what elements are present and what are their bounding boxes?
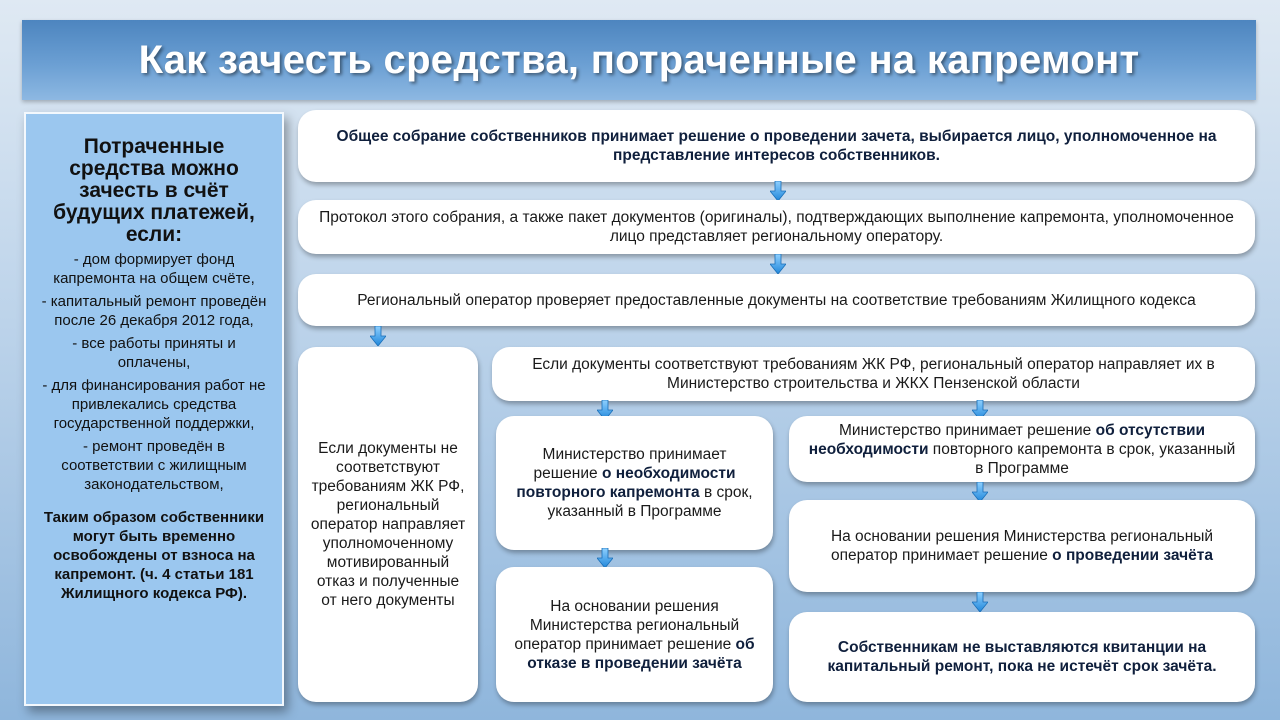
condition-item-3: - все работы приняты и оплачены,: [72, 335, 236, 371]
step-operator-refusal-text: На основании решения Министерства региональный оператор принимает решение об отказе в проведении зачёта: [514, 597, 755, 672]
page-title: Как зачесть средства, потраченные на капремонт: [138, 38, 1140, 82]
down-arrow-icon: [972, 482, 988, 502]
step-protocol-text: Протокол этого собрания, а также пакет документов (оригиналы), подтверждающих выполнение капремонта, уполномоченное лицо представляет региональному оператору.: [319, 209, 1234, 245]
down-arrow-icon: [370, 326, 386, 346]
down-arrow-icon: [972, 592, 988, 612]
condition-item-2: - капитальный ремонт проведён после 26 декабря 2012 года,: [41, 293, 267, 329]
step-operator-check-text: Региональный оператор проверяет предоставленные документы на соответствие требованиям Жилищного кодекса: [357, 291, 1196, 309]
conditions-conclusion: Таким образом собственники могут быть временно освобождены от взноса на капремонт. (ч. 4 статьи 181 Жилищного кодекса РФ).: [43, 509, 265, 602]
condition-item-5: - ремонт проведён в соответствии с жилищным законодательством,: [61, 438, 247, 493]
title-bar: [22, 20, 1256, 100]
step-documents-rejected-text: Если документы не соответствуют требованиям ЖК РФ, региональный оператор направляет уполномоченному мотивированный отказ и полученные от него документы: [310, 440, 466, 609]
step-documents-rejected: [298, 347, 478, 702]
step-ministry-repair-needed-text: Министерство принимает решение о необходимости повторного капремонта в срок, указанный в Программе: [516, 446, 753, 520]
step-ministry-no-repair: [789, 416, 1255, 482]
step-operator-refusal: [496, 567, 773, 702]
conditions-panel: [24, 112, 284, 706]
step-no-receipts: [789, 612, 1255, 702]
condition-item-4: - для финансирования работ не привлекались средства государственной поддержки,: [42, 377, 266, 432]
step-no-receipts-text: Собственникам не выставляются квитанции на капитальный ремонт, пока не истечёт срок зачёта.: [827, 639, 1217, 675]
step-general-meeting: [298, 110, 1255, 182]
step-operator-check: [298, 274, 1255, 326]
step-ministry-repair-needed: [496, 416, 773, 550]
step-general-meeting-text: Общее собрание собственников принимает решение о проведении зачета, выбирается лицо, уполномоченное на представление интересов собственников.: [336, 128, 1217, 164]
conditions-heading: Потраченные средства можно зачесть в счёт будущих платежей, если:: [53, 135, 255, 246]
down-arrow-icon: [770, 254, 786, 274]
step-documents-accepted: [492, 347, 1255, 401]
step-protocol: [298, 200, 1255, 254]
step-documents-accepted-text: Если документы соответствуют требованиям ЖК РФ, региональный оператор направляет их в Министерство строительства и ЖКХ Пензенской области: [532, 356, 1215, 392]
down-arrow-icon: [597, 548, 613, 568]
step-ministry-no-repair-text: Министерство принимает решение об отсутствии необходимости повторного капремонта в срок, указанный в Программе: [808, 421, 1236, 477]
step-operator-offset-text: На основании решения Министерства региональный оператор принимает решение о проведении зачёта: [830, 528, 1214, 564]
step-operator-offset: [789, 500, 1255, 592]
condition-item-1: - дом формирует фонд капремонта на общем счёте,: [53, 251, 255, 287]
down-arrow-icon: [770, 181, 786, 201]
